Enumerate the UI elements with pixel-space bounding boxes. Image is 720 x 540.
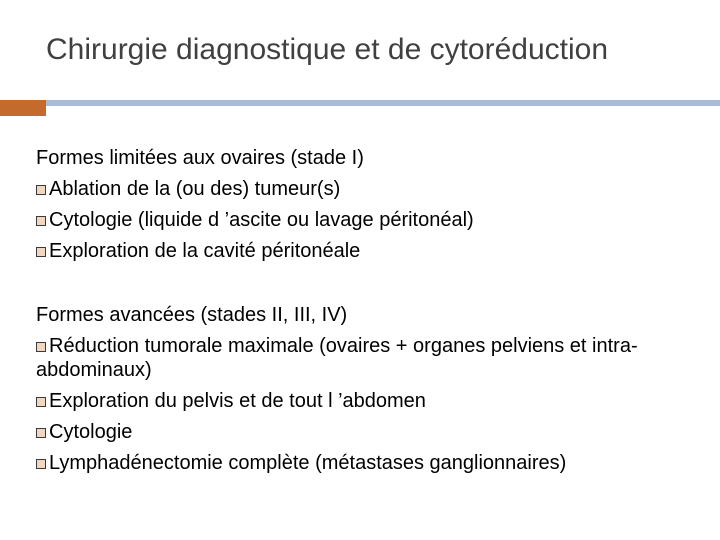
list-item-text: Cytologie (liquide d ’ascite ou lavage péritonéal) <box>49 209 474 231</box>
list-item-text: Exploration de la cavité péritonéale <box>49 240 361 262</box>
square-bullet-icon <box>36 342 46 352</box>
list-item <box>36 386 696 417</box>
square-bullet-icon <box>36 397 46 407</box>
square-bullet-icon <box>36 247 46 257</box>
square-bullet-icon <box>36 459 46 469</box>
list-item <box>36 205 696 236</box>
square-bullet-icon <box>36 185 46 195</box>
section-advanced-stages <box>36 300 696 479</box>
list-item-text: Lymphadénectomie complète (métastases ganglionnaires) <box>49 452 567 474</box>
slide-title: Chirurgie diagnostique et de cytoréduction <box>46 33 609 66</box>
section-heading: Formes avancées (stades II, III, IV) <box>36 304 348 326</box>
list-item <box>36 417 696 448</box>
square-bullet-icon <box>36 428 46 438</box>
list-item <box>36 236 696 267</box>
square-bullet-icon <box>36 216 46 226</box>
list-item-text: Exploration du pelvis et de tout l ’abdomen <box>49 390 426 412</box>
list-item-text: Cytologie <box>49 421 133 443</box>
list-item-text: Ablation de la (ou des) tumeur(s) <box>49 178 341 200</box>
section-stage-1 <box>36 143 696 267</box>
title-accent-block <box>0 100 46 116</box>
title-underline <box>0 100 720 106</box>
list-item-text: Réduction tumorale maximale (ovaires + organes pelviens et intra-abdominaux) <box>36 335 638 381</box>
list-item <box>36 448 696 479</box>
list-item <box>36 174 696 205</box>
slide-content <box>36 143 696 479</box>
list-item <box>36 331 696 386</box>
section-heading: Formes limitées aux ovaires (stade I) <box>36 147 364 169</box>
